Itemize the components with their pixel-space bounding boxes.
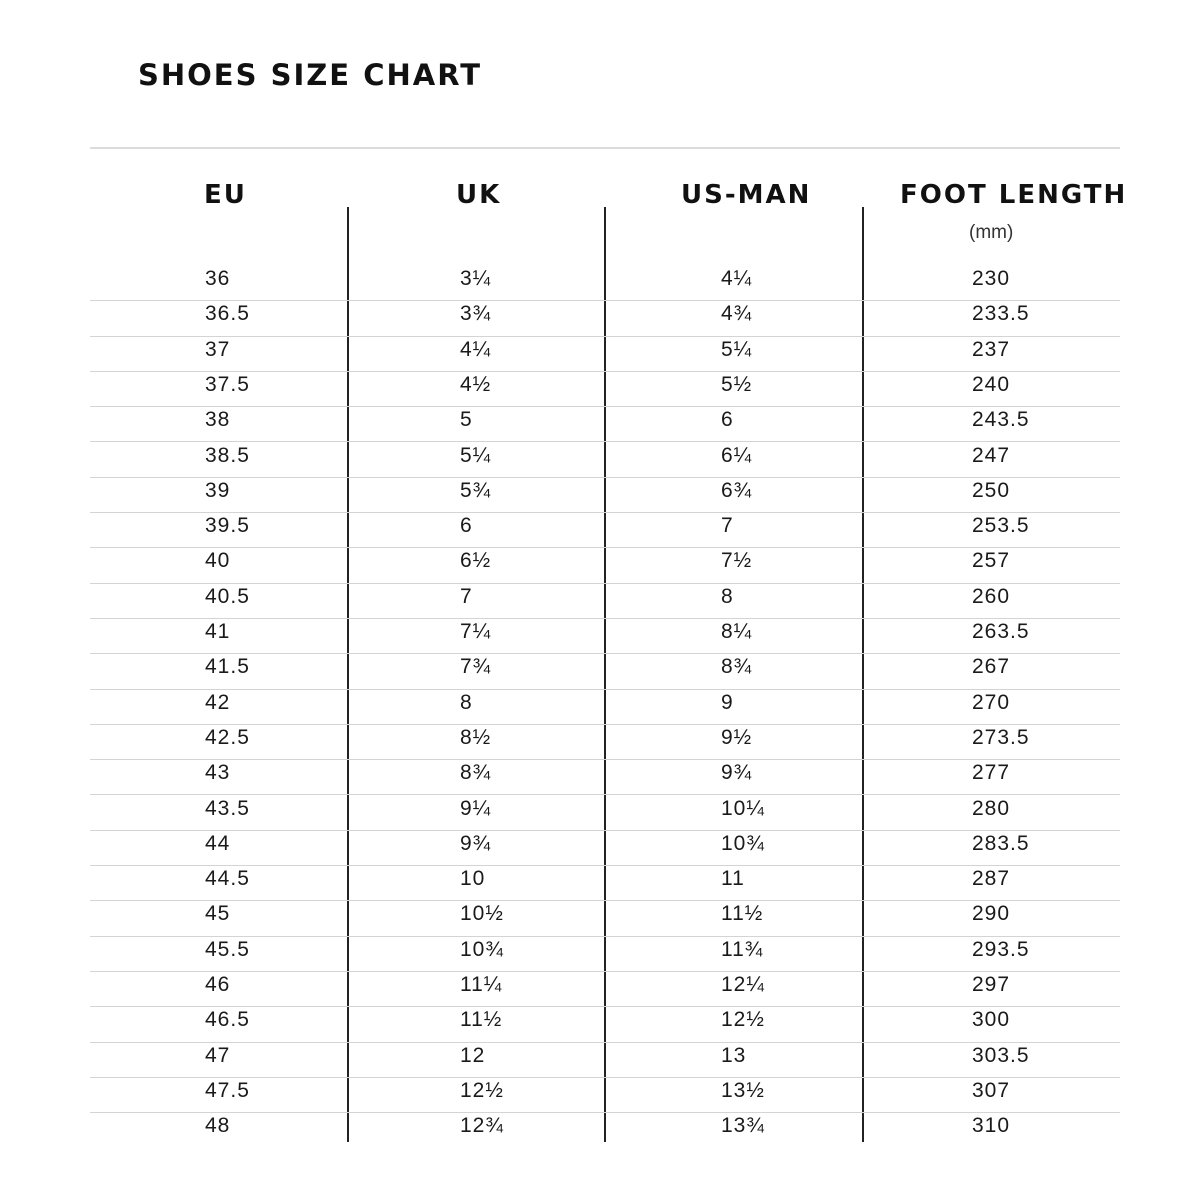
cell-eu: 41.5 [205,655,250,679]
column-header-eu: EU [204,180,247,210]
cell-foot-length: 277 [972,761,1011,785]
cell-us-man: 11½ [721,902,764,926]
cell-uk: 9¾ [460,831,492,855]
cell-uk: 11¼ [460,973,503,996]
table-row [90,901,1120,936]
cell-uk: 6½ [460,549,492,573]
cell-foot-length: 233.5 [972,302,1030,326]
cell-us-man: 6¼ [721,443,753,467]
cell-foot-length: 283.5 [972,831,1030,855]
cell-uk: 12¾ [460,1114,504,1138]
cell-uk: 7¼ [460,620,492,643]
cell-foot-length: 237 [972,337,1011,361]
cell-uk: 7 [460,584,473,608]
table-row [90,513,1120,548]
table-row [90,619,1120,654]
cell-us-man: 11 [721,867,745,891]
cell-uk: 5¾ [460,478,492,502]
cell-uk: 3¾ [460,302,492,326]
cell-eu: 39 [205,478,231,502]
cell-uk: 5 [460,408,473,432]
cell-us-man: 9¾ [721,761,753,785]
cell-foot-length: 273.5 [972,725,1030,749]
cell-eu: 37.5 [205,372,250,396]
cell-foot-length: 253.5 [972,514,1030,538]
cell-us-man: 8 [721,584,734,608]
cell-uk: 10¾ [460,937,504,961]
column-header-uk: UK [456,180,502,210]
cell-eu: 43.5 [205,796,250,820]
table-row [90,831,1120,866]
table-row [90,337,1120,372]
cell-us-man: 7 [721,514,734,538]
cell-eu: 44.5 [205,867,250,891]
cell-eu: 46.5 [205,1008,250,1032]
cell-uk: 8 [460,690,473,714]
cell-eu: 36.5 [205,302,250,326]
table-row [90,972,1120,1007]
table-row [90,548,1120,583]
table-row [90,866,1120,901]
cell-foot-length: 230 [972,267,1011,290]
cell-us-man: 11¾ [721,937,764,961]
cell-eu: 48 [205,1114,231,1138]
cell-foot-length: 267 [972,655,1011,679]
cell-foot-length: 287 [972,867,1011,891]
cell-eu: 40 [205,549,231,573]
cell-us-man: 13¾ [721,1114,765,1138]
cell-uk: 10½ [460,902,504,926]
table-row [90,1113,1120,1148]
table-row [90,301,1120,336]
cell-uk: 10 [460,867,486,891]
table-row [90,1007,1120,1042]
table-row [90,266,1120,301]
cell-us-man: 13½ [721,1078,765,1102]
cell-us-man: 8¾ [721,655,753,679]
cell-uk: 12 [460,1043,486,1067]
table-row [90,725,1120,760]
cell-foot-length: 297 [972,973,1011,996]
cell-eu: 46 [205,973,231,996]
cell-eu: 40.5 [205,584,250,608]
cell-eu: 47 [205,1043,231,1067]
cell-foot-length: 260 [972,584,1011,608]
cell-eu: 47.5 [205,1078,250,1102]
cell-us-man: 6 [721,408,734,432]
cell-uk: 4¼ [460,337,492,361]
cell-us-man: 10¾ [721,831,765,855]
cell-us-man: 5½ [721,372,753,396]
cell-foot-length: 310 [972,1114,1011,1138]
cell-foot-length: 290 [972,902,1011,926]
table-row [90,407,1120,442]
cell-foot-length: 293.5 [972,937,1030,961]
cell-eu: 38 [205,408,231,432]
cell-uk: 6 [460,514,473,538]
column-header-foot-length: FOOT LENGTH [900,180,1128,210]
cell-uk: 4½ [460,372,492,396]
cell-us-man: 10¼ [721,796,765,820]
table-row [90,443,1120,478]
cell-eu: 45.5 [205,937,250,961]
table-row [90,372,1120,407]
page-title: SHOES SIZE CHART [138,58,483,92]
cell-foot-length: 247 [972,443,1011,467]
cell-foot-length: 300 [972,1008,1011,1032]
cell-uk: 8¾ [460,761,492,785]
cell-foot-length: 270 [972,690,1011,714]
cell-us-man: 4¼ [721,267,753,290]
cell-us-man: 4¾ [721,302,753,326]
column-header-us-man: US-MAN [681,180,812,210]
table-row [90,1043,1120,1078]
cell-us-man: 7½ [721,549,753,573]
table-row [90,796,1120,831]
cell-eu: 43 [205,761,231,785]
cell-us-man: 6¾ [721,478,753,502]
cell-eu: 39.5 [205,514,250,538]
table-row [90,937,1120,972]
cell-eu: 42.5 [205,725,250,749]
cell-us-man: 5¼ [721,337,753,361]
table-row [90,654,1120,689]
cell-us-man: 8¼ [721,620,753,643]
cell-eu: 41 [205,620,231,643]
cell-eu: 44 [205,831,231,855]
table-row [90,690,1120,725]
cell-foot-length: 257 [972,549,1011,573]
cell-eu: 42 [205,690,231,714]
table-row [90,760,1120,795]
cell-foot-length: 240 [972,372,1011,396]
cell-foot-length: 307 [972,1078,1011,1102]
cell-eu: 45 [205,902,231,926]
table-row [90,478,1120,513]
cell-uk: 8½ [460,725,492,749]
cell-uk: 7¾ [460,655,492,679]
title-divider [90,147,1120,149]
cell-us-man: 13 [721,1043,747,1067]
table-row [90,1078,1120,1113]
table-row [90,584,1120,619]
cell-us-man: 12½ [721,1008,765,1032]
cell-uk: 5¼ [460,443,492,467]
cell-foot-length: 250 [972,478,1011,502]
cell-uk: 12½ [460,1078,504,1102]
cell-foot-length: 303.5 [972,1043,1030,1067]
cell-uk: 9¼ [460,796,492,820]
cell-uk: 3¼ [460,267,492,290]
cell-foot-length: 243.5 [972,408,1030,432]
cell-us-man: 12¼ [721,973,765,996]
cell-uk: 11½ [460,1008,503,1032]
cell-us-man: 9½ [721,725,753,749]
cell-eu: 38.5 [205,443,250,467]
cell-foot-length: 280 [972,796,1011,820]
cell-us-man: 9 [721,690,734,714]
cell-eu: 36 [205,267,231,290]
cell-foot-length: 263.5 [972,620,1030,643]
cell-eu: 37 [205,337,231,361]
column-header-foot-length-unit: (mm) [969,222,1014,243]
